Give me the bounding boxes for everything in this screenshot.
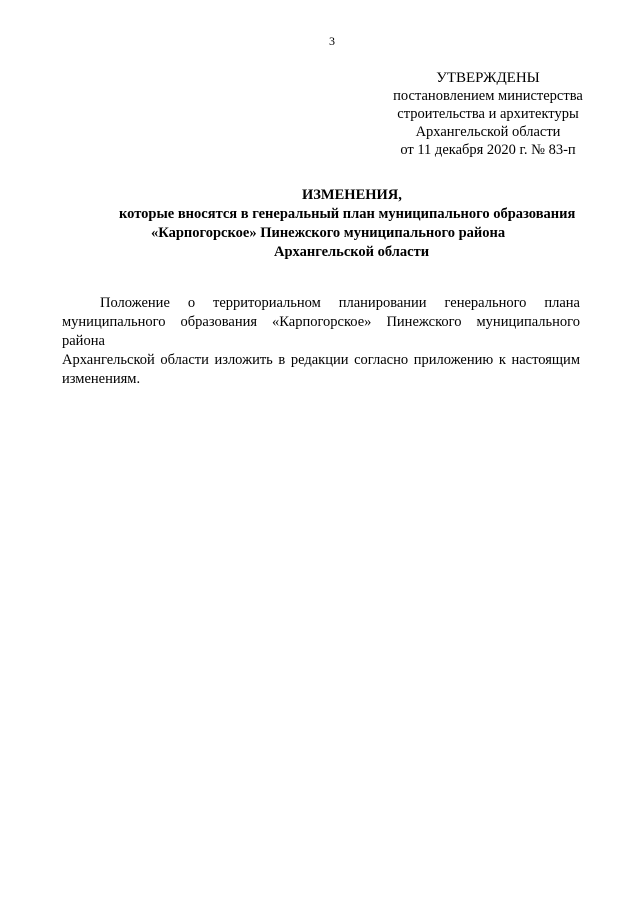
title-line: Архангельской области [274,244,430,260]
approval-line: строительства и архитектуры [397,106,579,122]
approval-line: постановлением министерства [393,88,583,104]
approval-heading: УТВЕРЖДЕНЫ [436,70,540,86]
body-line: Положение о территориальном планировании генерального плана [100,295,580,311]
approval-stamp [380,69,596,159]
body-line: муниципального образования «Карпогорское» Пинежского муниципального района [62,314,580,349]
body-line: изменениям. [62,371,141,387]
body-line: Архангельской области изложить в редакции согласно приложению к настоящим [62,352,580,368]
title-heading: ИЗМЕНЕНИЯ, [302,187,402,203]
document-title [60,186,640,262]
page-number: 3 [329,34,335,48]
title-line: которые вносятся в генеральный план муниципального образования [119,206,576,222]
body-paragraph [62,294,580,389]
approval-line: Архангельской области [415,124,561,140]
title-line: «Карпогорское» Пинежского муниципального района [151,225,506,241]
approval-date-line: от 11 декабря 2020 г. № 83-п [400,142,576,158]
